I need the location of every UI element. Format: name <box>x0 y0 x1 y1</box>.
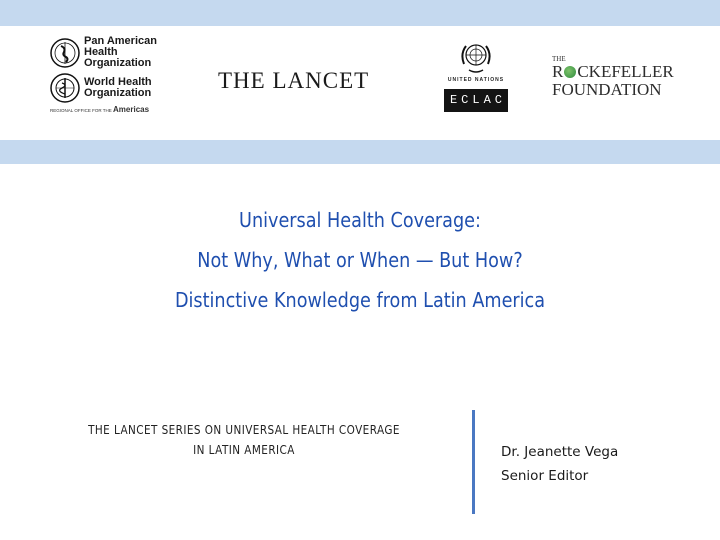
slide-title <box>50 200 669 320</box>
rockefeller-the: THE <box>552 55 566 63</box>
lancet-logo: THE LANCET <box>218 68 370 93</box>
rockefeller-globe-icon <box>564 66 576 78</box>
top-band <box>0 0 720 26</box>
who-logo <box>50 73 170 103</box>
regional-office-label <box>50 105 170 114</box>
globe-icon <box>50 38 80 68</box>
rockefeller-rest: CKEFELLER <box>577 62 674 81</box>
series-name <box>61 420 426 460</box>
un-label: UNITED NATIONS <box>447 77 505 83</box>
who-line-2: Organization <box>84 87 152 99</box>
paho-line-2: Health <box>84 46 118 58</box>
un-emblem-icon <box>459 40 493 74</box>
vertical-divider <box>472 410 475 514</box>
who-emblem-icon <box>50 73 80 103</box>
author-block <box>501 440 618 488</box>
series-line-1: THE LANCET SERIES ON UNIVERSAL HEALTH COVERAGE <box>88 423 400 437</box>
title-line-3: Distinctive Knowledge from Latin America <box>174 288 546 312</box>
paho-line-1: Pan American <box>84 35 157 47</box>
author-name: Dr. Jeanette Vega <box>501 444 619 460</box>
author-role: Senior Editor <box>501 468 589 484</box>
regional-region: Americas <box>113 105 150 114</box>
title-line-2: Not Why, What or When — But How? <box>197 248 523 272</box>
regional-prefix: REGIONAL OFFICE FOR THE <box>50 108 112 113</box>
eclac-logo: ECLAC <box>444 89 508 112</box>
rockefeller-line-1 <box>552 63 674 81</box>
series-line-2: IN LATIN AMERICA <box>193 443 295 457</box>
rockefeller-line-2: FOUNDATION <box>552 80 662 99</box>
title-line-1: Universal Health Coverage: <box>239 208 481 232</box>
paho-line-3: Organization <box>84 57 152 69</box>
un-eclac-logo <box>443 40 509 112</box>
who-line-1: World Health <box>84 76 152 88</box>
paho-logo <box>50 36 170 69</box>
rockefeller-r: R <box>552 62 564 81</box>
rockefeller-logo <box>552 56 674 99</box>
bottom-band <box>0 140 720 164</box>
logo-bar <box>0 26 720 140</box>
paho-who-logo <box>50 36 170 114</box>
